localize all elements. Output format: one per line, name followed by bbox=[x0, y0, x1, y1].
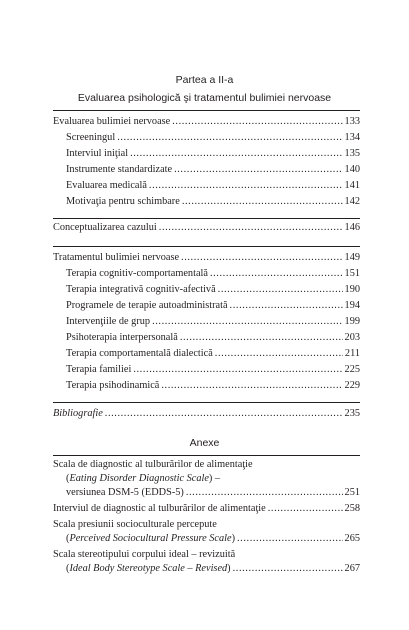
toc-entry-page: 149 bbox=[344, 252, 360, 263]
leader-dots bbox=[180, 332, 343, 344]
toc-entry-page: 229 bbox=[344, 380, 360, 391]
toc-entry-page: 211 bbox=[344, 348, 360, 359]
leader-dots bbox=[161, 380, 342, 392]
paren-close: ) bbox=[227, 563, 231, 574]
toc-entry-label: Tratamentul bulimiei nervoase bbox=[53, 252, 180, 263]
anexa-stereotip-line1: Scala stereotipului corpului ideal – revizuită bbox=[53, 549, 236, 560]
leader-dots bbox=[152, 316, 342, 328]
toc-entry-page: 190 bbox=[344, 284, 360, 295]
toc-entry-label: Interviul iniţial bbox=[66, 148, 129, 159]
toc-subentry bbox=[66, 316, 360, 328]
section-rule bbox=[53, 246, 360, 247]
section-title: Evaluarea psihologică şi tratamentul bulimiei nervoase bbox=[77, 92, 332, 104]
toc-entry-page: 142 bbox=[344, 196, 360, 207]
toc-entry-page: 203 bbox=[344, 332, 360, 343]
anexe-title: Anexe bbox=[189, 437, 220, 449]
section-rule bbox=[53, 402, 360, 403]
toc-entry-label: Psihoterapia interpersonală bbox=[66, 332, 178, 343]
toc-entry-label bbox=[66, 563, 231, 575]
toc-entry-page: 134 bbox=[344, 132, 360, 143]
leader-dots bbox=[268, 503, 343, 515]
toc-entry-page: 199 bbox=[344, 316, 360, 327]
toc-entry-page: 140 bbox=[344, 164, 360, 175]
toc-entry-page: 146 bbox=[344, 222, 360, 233]
toc-entry-page: 258 bbox=[344, 503, 360, 514]
toc-entry-label: Motivaţia pentru schimbare bbox=[66, 196, 180, 207]
toc-entry-page: 194 bbox=[344, 300, 360, 311]
toc-subentry bbox=[66, 196, 360, 208]
toc-entry-page: 251 bbox=[344, 487, 360, 498]
scale-english-name: Eating Disorder Diagnostic Scale bbox=[69, 473, 209, 484]
toc-entry-label: Programele de terapie autoadministrată bbox=[66, 300, 228, 311]
toc-subentry bbox=[66, 132, 360, 144]
toc-entry-evaluare bbox=[53, 116, 360, 128]
toc-entry-page: 151 bbox=[344, 268, 360, 279]
toc-entry-label: Terapia familiei bbox=[66, 364, 132, 375]
paren-close: ) bbox=[231, 533, 235, 544]
toc-subentry bbox=[66, 180, 360, 192]
paren-close: ) – bbox=[208, 473, 221, 484]
toc-entry-edds bbox=[66, 487, 360, 499]
leader-dots bbox=[174, 164, 342, 176]
leader-dots bbox=[210, 268, 343, 280]
scale-english-name: Perceived Sociocultural Pressure Scale bbox=[69, 533, 232, 544]
leader-dots bbox=[159, 222, 343, 234]
leader-dots bbox=[181, 252, 343, 264]
toc-entry-page: 133 bbox=[344, 116, 360, 127]
toc-entry-conceptualizare bbox=[53, 222, 360, 234]
anexa-edds-line2 bbox=[66, 473, 220, 485]
toc-entry-label: Evaluarea bulimiei nervoase bbox=[53, 116, 171, 127]
toc-entry-label: Terapia integrativă cognitiv-afectivă bbox=[66, 284, 216, 295]
toc-subentry bbox=[66, 380, 360, 392]
leader-dots bbox=[233, 563, 343, 575]
toc-entry-page: 267 bbox=[344, 563, 360, 574]
part-title: Partea a II-a bbox=[175, 74, 234, 86]
toc-subentry bbox=[66, 348, 360, 360]
leader-dots bbox=[186, 487, 343, 499]
leader-dots bbox=[105, 408, 343, 420]
leader-dots bbox=[130, 148, 342, 160]
scale-english-name: Ideal Body Stereotype Scale – Revised bbox=[69, 563, 228, 574]
leader-dots bbox=[215, 348, 343, 360]
paren-open: ( bbox=[66, 473, 70, 484]
toc-entry-label: Bibliografie bbox=[53, 408, 103, 419]
toc-subentry bbox=[66, 148, 360, 160]
toc-subentry bbox=[66, 364, 360, 376]
toc-entry-stereotip bbox=[66, 563, 360, 575]
toc-entry-page: 265 bbox=[344, 533, 360, 544]
toc-entry-label: Evaluarea medicală bbox=[66, 180, 147, 191]
toc-entry-label: Terapia comportamentală dialectică bbox=[66, 348, 213, 359]
toc-entry-page: 235 bbox=[344, 408, 360, 419]
toc-entry-label: Conceptualizarea cazului bbox=[53, 222, 157, 233]
toc-subentry bbox=[66, 332, 360, 344]
leader-dots bbox=[237, 533, 343, 545]
section-rule bbox=[53, 218, 360, 219]
toc-entry-interviul bbox=[53, 503, 360, 515]
toc-entry-bibliografie bbox=[53, 408, 360, 420]
toc-entry-label bbox=[66, 533, 235, 545]
leader-dots bbox=[230, 300, 343, 312]
toc-entry-presiuni bbox=[66, 533, 360, 545]
toc-entry-label: Interviul de diagnostic al tulburărilor de alimentaţie bbox=[53, 503, 266, 514]
toc-entry-label: Terapia cognitiv-comportamentală bbox=[66, 268, 208, 279]
leader-dots bbox=[218, 284, 343, 296]
toc-entry-page: 135 bbox=[344, 148, 360, 159]
toc-entry-page: 141 bbox=[344, 180, 360, 191]
leader-dots bbox=[117, 132, 342, 144]
anexa-presiuni-line1: Scala presiunii socioculturale percepute bbox=[53, 519, 217, 530]
toc-entry-label: Instrumente standardizate bbox=[66, 164, 173, 175]
toc-entry-page: 225 bbox=[344, 364, 360, 375]
leader-dots bbox=[182, 196, 343, 208]
paren-open: ( bbox=[66, 563, 70, 574]
toc-entry-tratament bbox=[53, 252, 360, 264]
section-rule bbox=[53, 455, 360, 456]
toc-subentry bbox=[66, 164, 360, 176]
anexa-edds-line1: Scala de diagnostic al tulburărilor de alimentaţie bbox=[53, 459, 253, 470]
toc-entry-label: Screeningul bbox=[66, 132, 116, 143]
toc-subentry bbox=[66, 268, 360, 280]
toc-subentry bbox=[66, 300, 360, 312]
toc-entry-label: versiunea DSM-5 (EDDS-5) bbox=[66, 487, 184, 498]
toc-entry-label: Terapia psihodinamică bbox=[66, 380, 160, 391]
toc-subentry bbox=[66, 284, 360, 296]
section-rule bbox=[53, 110, 360, 111]
paren-open: ( bbox=[66, 533, 70, 544]
toc-entry-label: Intervenţiile de grup bbox=[66, 316, 151, 327]
leader-dots bbox=[133, 364, 342, 376]
leader-dots bbox=[172, 116, 342, 128]
leader-dots bbox=[149, 180, 343, 192]
